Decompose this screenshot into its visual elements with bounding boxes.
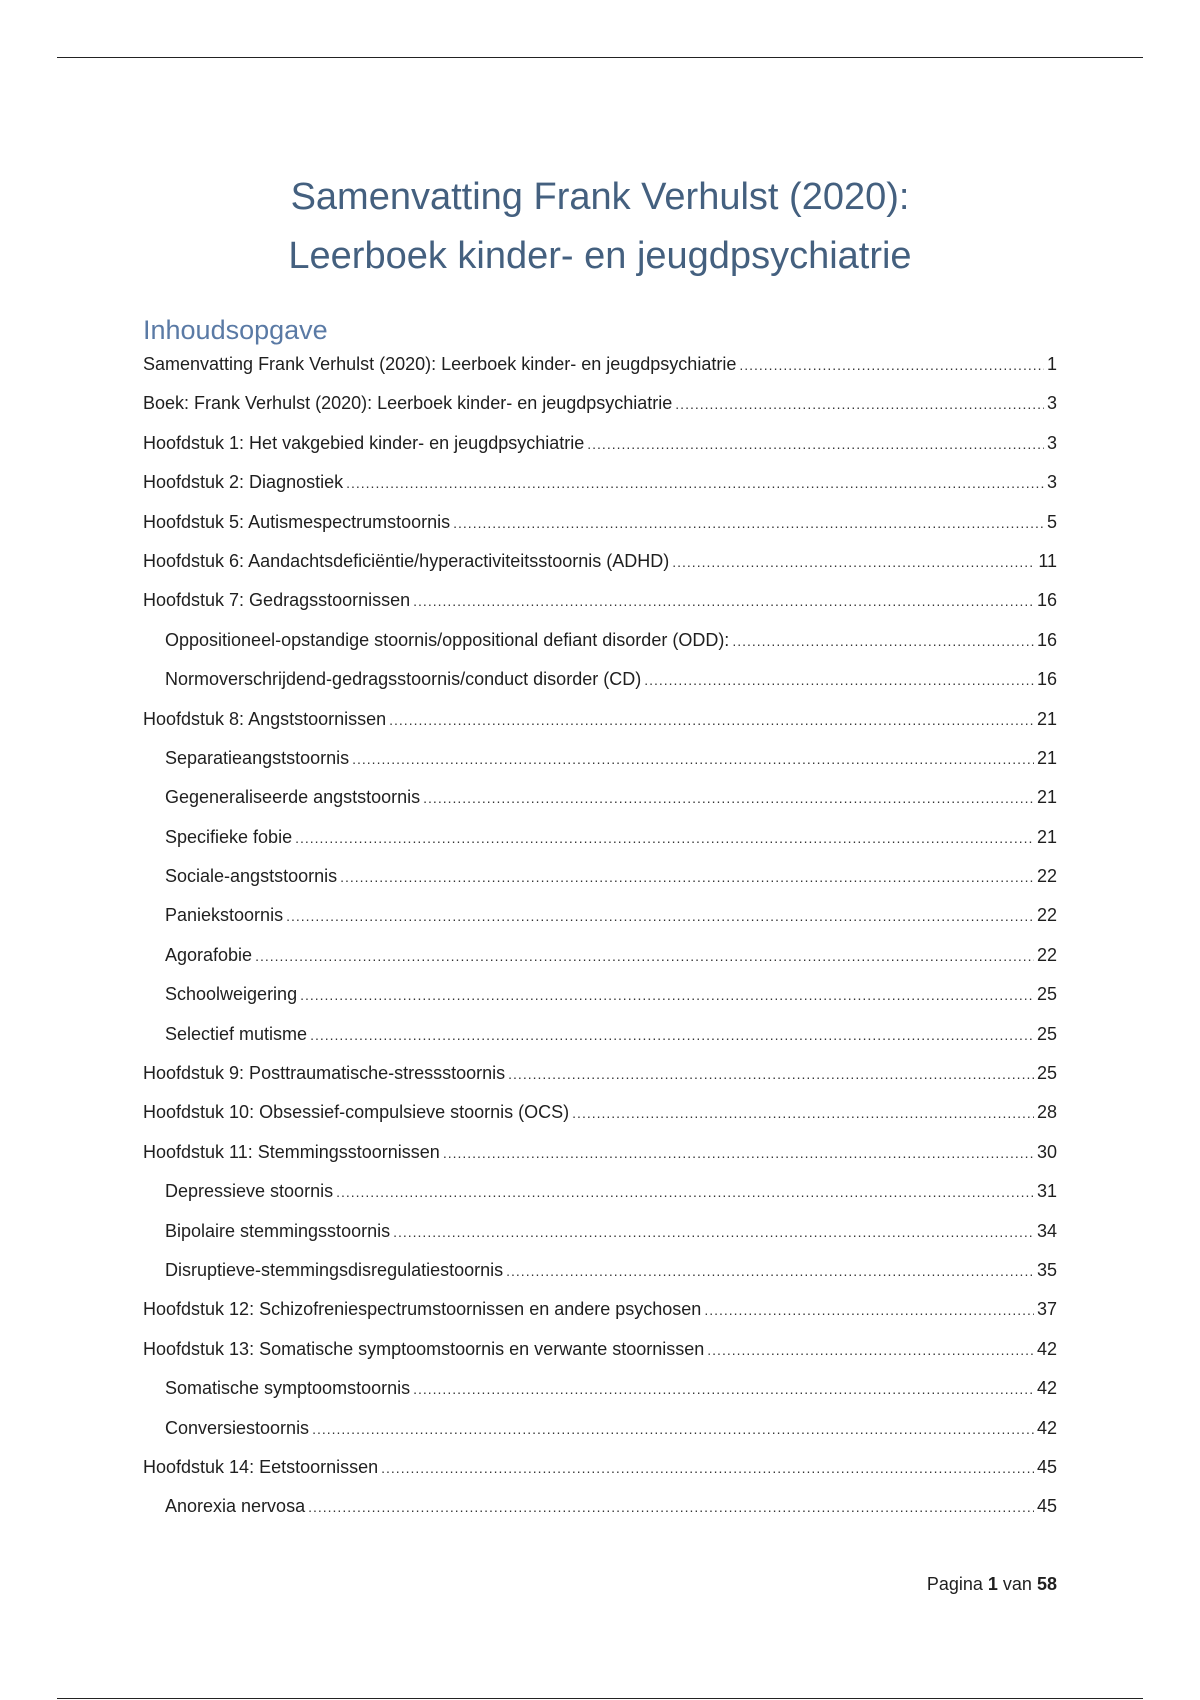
toc-entry-page: 42 [1036, 1417, 1057, 1438]
toc-entry-label: Hoofdstuk 1: Het vakgebied kinder- en jeugdpsychiatrie [143, 432, 585, 453]
toc-entry[interactable] [143, 1133, 1057, 1172]
toc-dot-leader [739, 346, 1044, 385]
toc-entry-label: Hoofdstuk 2: Diagnostiek [143, 472, 344, 493]
toc-entry[interactable] [143, 1212, 1057, 1251]
toc-entry-label: Depressieve stoornis [165, 1181, 334, 1202]
toc-dot-leader [672, 543, 1035, 582]
toc-entry-page: 25 [1036, 984, 1057, 1005]
toc-entry[interactable] [143, 1093, 1057, 1132]
toc-entry-page: 31 [1036, 1181, 1057, 1202]
toc-entry[interactable] [143, 345, 1057, 384]
toc-entry-page: 21 [1036, 747, 1057, 768]
toc-entry[interactable] [143, 857, 1057, 896]
toc-entry-page: 28 [1036, 1102, 1057, 1123]
toc-entry-page: 42 [1036, 1338, 1057, 1359]
toc-entry-label: Specifieke fobie [165, 826, 293, 847]
toc-entry[interactable] [143, 1015, 1057, 1054]
toc-heading: Inhoudsopgave [143, 315, 328, 345]
toc-entry-page: 30 [1036, 1141, 1057, 1162]
toc-entry-page: 25 [1036, 1023, 1057, 1044]
toc-entry-label: Hoofdstuk 9: Posttraumatische-stressstoornis [143, 1063, 506, 1084]
toc-entry-label: Sociale-angststoornis [165, 866, 338, 887]
toc-entry-page: 22 [1036, 944, 1057, 965]
toc-entry[interactable] [143, 739, 1057, 778]
toc-entry-page: 11 [1038, 550, 1057, 571]
toc-entry-label: Hoofdstuk 11: Stemmingsstoornissen [143, 1141, 440, 1162]
toc-entry-label: Schoolweigering [165, 984, 298, 1005]
toc-entry-page: 16 [1036, 590, 1057, 611]
toc-dot-leader [423, 779, 1034, 818]
table-of-contents [143, 345, 1057, 1527]
toc-entry-label: Anorexia nervosa [165, 1496, 306, 1517]
toc-entry-page: 16 [1036, 629, 1057, 650]
footer-current-page: 1 [987, 1574, 998, 1594]
toc-entry[interactable] [143, 1251, 1057, 1290]
toc-entry-label: Hoofdstuk 8: Angststoornissen [143, 708, 387, 729]
toc-entry-page: 22 [1036, 866, 1057, 887]
toc-entry-page: 1 [1046, 354, 1057, 374]
toc-entry-page: 21 [1036, 826, 1057, 847]
toc-entry-label: Hoofdstuk 5: Autismespectrumstoornis [143, 511, 451, 532]
toc-entry[interactable] [143, 896, 1057, 935]
toc-entry-label: Normoverschrijdend-gedragsstoornis/conduct disorder (CD) [165, 669, 642, 690]
toc-dot-leader [443, 1134, 1034, 1173]
toc-entry[interactable] [143, 463, 1057, 502]
toc-entry[interactable] [143, 424, 1057, 463]
toc-entry-label: Hoofdstuk 6: Aandachtsdeficiëntie/hyperactiviteitsstoornis (ADHD) [143, 550, 670, 571]
toc-dot-leader [572, 1094, 1034, 1133]
toc-entry[interactable] [143, 818, 1057, 857]
toc-entry-label: Conversiestoornis [165, 1417, 310, 1438]
toc-entry[interactable] [143, 1172, 1057, 1211]
toc-entry-label: Oppositioneel-opstandige stoornis/oppositional defiant disorder (ODD): [165, 629, 730, 650]
footer-middle: van [1002, 1574, 1032, 1594]
toc-entry-label: Boek: Frank Verhulst (2020): Leerboek kinder- en jeugdpsychiatrie [143, 393, 673, 414]
toc-dot-leader [508, 1055, 1034, 1094]
footer-rule [57, 1698, 1143, 1699]
toc-entry[interactable] [143, 778, 1057, 817]
toc-dot-leader [704, 1291, 1034, 1330]
toc-entry-page: 35 [1036, 1259, 1057, 1280]
footer-total-pages: 58 [1036, 1574, 1057, 1594]
toc-entry-page: 5 [1046, 511, 1057, 532]
toc-entry-page: 16 [1036, 669, 1057, 690]
toc-dot-leader [336, 1173, 1034, 1212]
toc-dot-leader [644, 661, 1034, 700]
toc-entry[interactable] [143, 936, 1057, 975]
toc-dot-leader [506, 1252, 1034, 1291]
toc-dot-leader [340, 858, 1034, 897]
title-line-1: Samenvatting Frank Verhulst (2020): [290, 176, 910, 218]
toc-entry[interactable] [143, 503, 1057, 542]
toc-entry-label: Hoofdstuk 12: Schizofreniespectrumstoornissen en andere psychosen [143, 1299, 702, 1320]
toc-entry[interactable] [143, 1487, 1057, 1526]
toc-entry[interactable] [143, 1409, 1057, 1448]
toc-dot-leader [381, 1449, 1034, 1488]
toc-dot-leader [346, 464, 1044, 503]
toc-dot-leader [413, 1370, 1034, 1409]
toc-dot-leader [352, 740, 1034, 779]
toc-entry-label: Hoofdstuk 7: Gedragsstoornissen [143, 590, 411, 611]
toc-entry-label: Separatieangststoornis [165, 747, 350, 768]
header-rule [57, 57, 1143, 58]
toc-entry-label: Disruptieve-stemmingsdisregulatiestoornis [165, 1259, 504, 1280]
toc-entry-page: 25 [1036, 1063, 1057, 1084]
toc-entry-label: Samenvatting Frank Verhulst (2020): Leerboek kinder- en jeugdpsychiatrie [143, 354, 737, 374]
toc-entry-label: Somatische symptoomstoornis [165, 1378, 411, 1399]
toc-dot-leader [308, 1488, 1034, 1527]
toc-entry[interactable] [143, 1330, 1057, 1369]
toc-entry[interactable] [143, 581, 1057, 620]
toc-entry-label: Gegeneraliseerde angststoornis [165, 787, 421, 808]
toc-entry-page: 45 [1036, 1496, 1057, 1517]
toc-dot-leader [675, 385, 1044, 424]
toc-dot-leader [732, 622, 1034, 661]
toc-entry[interactable] [143, 621, 1057, 660]
toc-entry-page: 45 [1036, 1456, 1057, 1477]
toc-entry[interactable] [143, 1369, 1057, 1408]
toc-entry[interactable] [143, 660, 1057, 699]
toc-entry-page: 34 [1036, 1220, 1057, 1241]
toc-entry-label: Bipolaire stemmingsstoornis [165, 1220, 391, 1241]
toc-entry[interactable] [143, 1290, 1057, 1329]
toc-dot-leader [587, 425, 1044, 464]
toc-dot-leader [393, 1213, 1034, 1252]
toc-entry-label: Selectief mutisme [165, 1023, 308, 1044]
toc-entry[interactable] [143, 1054, 1057, 1093]
toc-entry-label: Paniekstoornis [165, 905, 284, 926]
toc-entry-label: Hoofdstuk 14: Eetstoornissen [143, 1456, 379, 1477]
document-title [0, 168, 1200, 286]
footer-prefix: Pagina [926, 1574, 983, 1594]
toc-dot-leader [300, 976, 1034, 1015]
toc-dot-leader [286, 897, 1034, 936]
toc-entry[interactable] [143, 542, 1057, 581]
toc-dot-leader [255, 937, 1034, 976]
toc-dot-leader [310, 1016, 1034, 1055]
toc-entry[interactable] [143, 975, 1057, 1014]
toc-entry-label: Hoofdstuk 13: Somatische symptoomstoornis en verwante stoornissen [143, 1338, 705, 1359]
page-footer [927, 1574, 1057, 1595]
toc-entry[interactable] [143, 384, 1057, 423]
toc-entry-page: 3 [1046, 472, 1057, 493]
toc-dot-leader [312, 1410, 1034, 1449]
toc-entry-label: Hoofdstuk 10: Obsessief-compulsieve stoornis (OCS) [143, 1102, 570, 1123]
toc-dot-leader [453, 504, 1044, 543]
toc-entry-label: Agorafobie [165, 944, 253, 965]
toc-entry[interactable] [143, 1448, 1057, 1487]
toc-dot-leader [295, 819, 1034, 858]
toc-entry-page: 22 [1036, 905, 1057, 926]
toc-entry-page: 42 [1036, 1378, 1057, 1399]
toc-dot-leader [413, 582, 1034, 621]
toc-entry-page: 3 [1046, 432, 1057, 453]
toc-entry-page: 37 [1036, 1299, 1057, 1320]
toc-entry[interactable] [143, 700, 1057, 739]
toc-entry-page: 3 [1046, 393, 1057, 414]
title-line-2: Leerboek kinder- en jeugdpsychiatrie [288, 235, 912, 277]
toc-dot-leader [389, 701, 1034, 740]
toc-entry-page: 21 [1036, 787, 1057, 808]
toc-dot-leader [707, 1331, 1034, 1370]
toc-entry-page: 21 [1036, 708, 1057, 729]
